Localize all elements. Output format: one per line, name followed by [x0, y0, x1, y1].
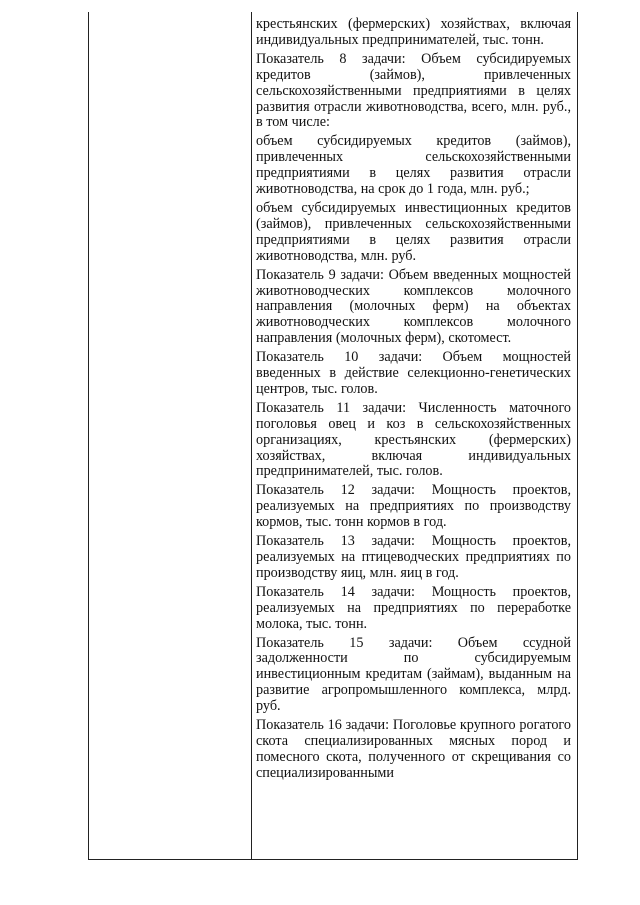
- paragraph-indicator-10: Показатель 10 задачи: Объем мощностей введенных в действие селекционно-генетических центров, тыс. голов.: [256, 349, 571, 397]
- paragraph-indicator-8-investment: объем субсидируемых инвестиционных кредитов (займов), привлеченных сельскохозяйственными предприятиями в целях развития отрасли животноводства, млн. руб.: [256, 199, 571, 264]
- paragraph-indicator-13: Показатель 13 задачи: Мощность проектов, реализуемых на птицеводческих предприятиях по производству яиц, млн. яиц в год.: [256, 533, 571, 581]
- document-table: [88, 12, 578, 860]
- table-left-column: [89, 12, 252, 859]
- paragraph-indicator-15: Показатель 15 задачи: Объем ссудной задолженности по субсидируемым инвестиционным кредитам (займам), выданным на развитие агропромышленного комплекса, млрд. руб.: [256, 634, 571, 715]
- paragraph-continuation: крестьянских (фермерских) хозяйствах, включая индивидуальных предпринимателей, тыс. тонн.: [256, 16, 571, 48]
- table-right-column: [252, 12, 577, 859]
- paragraph-indicator-9: Показатель 9 задачи: Объем введенных мощностей животноводческих комплексов молочного направления (молочных ферм) на объектах животноводческих комплексов молочного направления (молочных ферм), скотомест.: [256, 266, 571, 347]
- paragraph-indicator-12: Показатель 12 задачи: Мощность проектов, реализуемых на предприятиях по производству кормов, тыс. тонн кормов в год.: [256, 482, 571, 531]
- paragraph-indicator-8-short-term: объем субсидируемых кредитов (займов), привлеченных сельскохозяйственными предприятиями в целях развития отрасли животноводства, на срок до 1 года, млн. руб.;: [256, 133, 571, 198]
- paragraph-indicator-8: Показатель 8 задачи: Объем субсидируемых кредитов (займов), привлеченных сельскохозяйственными предприятиями в целях развития отрасли животноводства, всего, млн. руб., в том числе:: [256, 50, 571, 131]
- paragraph-indicator-14: Показатель 14 задачи: Мощность проектов, реализуемых на предприятиях по переработке молока, тыс. тонн.: [256, 583, 571, 632]
- paragraph-indicator-16: Показатель 16 задачи: Поголовье крупного рогатого скота специализированных мясных пород и помесного скота, полученного от скрещивания со специализированными: [256, 717, 571, 781]
- paragraph-indicator-11: Показатель 11 задачи: Численность маточного поголовья овец и коз в сельскохозяйственных организациях, крестьянских (фермерских) хозяйствах, включая индивидуальных предпринимателей, тыс. голов.: [256, 399, 571, 480]
